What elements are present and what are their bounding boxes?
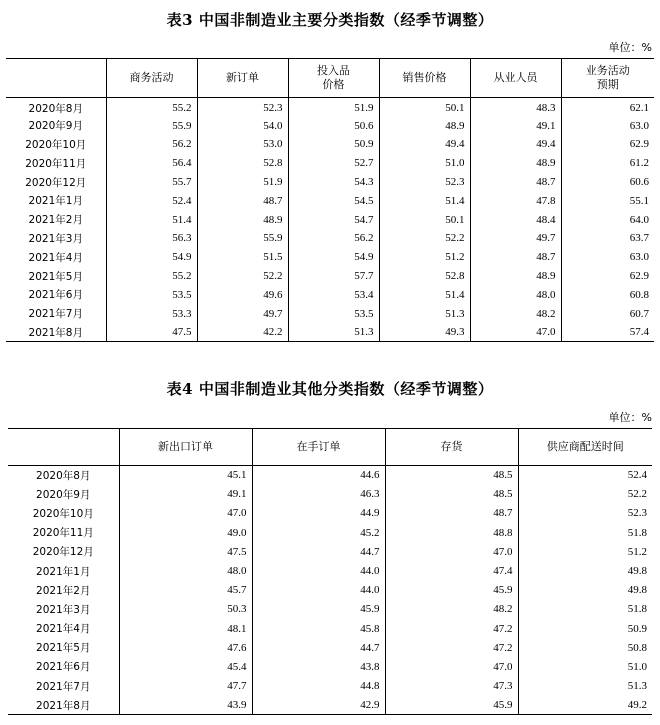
- table-cell: 49.0: [119, 523, 252, 542]
- table-cell: 51.3: [288, 323, 379, 342]
- table-cell: 44.0: [252, 561, 385, 580]
- table-cell: 44.7: [252, 542, 385, 561]
- table-cell: 51.3: [379, 304, 470, 323]
- row-label: 2021年5月: [28, 270, 83, 283]
- table-row: [6, 135, 654, 154]
- row-label: 2021年7月: [36, 680, 91, 693]
- table-cell: 44.6: [252, 466, 385, 485]
- table-cell: 52.7: [288, 154, 379, 173]
- table-row: [8, 581, 652, 600]
- table-row: [6, 285, 654, 304]
- table-cell: 45.7: [119, 581, 252, 600]
- table-row: [6, 323, 654, 342]
- table-cell: 44.9: [252, 504, 385, 523]
- table-cell: 48.0: [470, 285, 561, 304]
- table-cell: 51.4: [106, 210, 197, 229]
- table3-column-header: 新订单: [197, 59, 288, 98]
- table-cell: 45.4: [119, 657, 252, 676]
- table-cell: 49.6: [197, 285, 288, 304]
- table-cell: 54.9: [106, 248, 197, 267]
- table-cell: 48.7: [470, 173, 561, 192]
- row-label: 2021年5月: [36, 642, 91, 655]
- table-cell: 47.0: [385, 542, 518, 561]
- table-cell: 45.9: [252, 600, 385, 619]
- table-cell: 50.1: [379, 98, 470, 117]
- table-cell: 50.9: [288, 135, 379, 154]
- table-row: [8, 677, 652, 696]
- row-label: 2020年12月: [32, 546, 94, 559]
- table-cell: 51.5: [197, 248, 288, 267]
- table-cell: 43.8: [252, 657, 385, 676]
- table-cell: 56.4: [106, 154, 197, 173]
- table-cell: 47.5: [106, 323, 197, 342]
- table-cell: 52.2: [379, 229, 470, 248]
- table3-body: [6, 98, 654, 342]
- row-label: 2020年10月: [32, 507, 94, 520]
- table-cell: 50.8: [518, 638, 652, 657]
- table-cell: 47.5: [119, 542, 252, 561]
- table-cell: 45.9: [385, 696, 518, 715]
- table-cell: 56.2: [288, 229, 379, 248]
- table-cell: 51.0: [379, 154, 470, 173]
- table-cell: 47.7: [119, 677, 252, 696]
- table-cell: 53.5: [288, 304, 379, 323]
- table-row: [6, 267, 654, 286]
- table-cell: 49.2: [518, 696, 652, 715]
- table-cell: 51.9: [288, 98, 379, 117]
- table-cell: 48.2: [470, 304, 561, 323]
- table-row: [8, 466, 652, 485]
- table3-column-header: 业务活动 预期: [561, 59, 654, 98]
- table-cell: 44.7: [252, 638, 385, 657]
- table-row: [6, 116, 654, 135]
- row-label: 2020年11月: [25, 157, 87, 170]
- table-cell: 49.1: [119, 485, 252, 504]
- table-cell: 49.8: [518, 561, 652, 580]
- table-row: [6, 98, 654, 117]
- table-cell: 62.1: [561, 98, 654, 117]
- table-row: [8, 696, 652, 715]
- table-cell: 53.3: [106, 304, 197, 323]
- table-cell: 62.9: [561, 267, 654, 286]
- table-cell: 48.3: [470, 98, 561, 117]
- table-cell: 50.1: [379, 210, 470, 229]
- table-cell: 48.7: [470, 248, 561, 267]
- table-cell: 53.4: [288, 285, 379, 304]
- table-cell: 43.9: [119, 696, 252, 715]
- table4: [8, 428, 652, 715]
- row-label: 2021年1月: [36, 565, 91, 578]
- table3-column-header: 销售价格: [379, 59, 470, 98]
- table-cell: 60.8: [561, 285, 654, 304]
- table-cell: 63.0: [561, 248, 654, 267]
- table-cell: 47.2: [385, 619, 518, 638]
- row-label: 2021年1月: [28, 195, 83, 208]
- table-cell: 52.8: [379, 267, 470, 286]
- table-cell: 47.0: [385, 657, 518, 676]
- table-cell: 45.1: [119, 466, 252, 485]
- table-cell: 48.8: [385, 523, 518, 542]
- row-label: 2020年12月: [25, 176, 87, 189]
- table3-column-header: 投入品 价格: [288, 59, 379, 98]
- row-label: 2021年6月: [36, 661, 91, 674]
- table-cell: 47.2: [385, 638, 518, 657]
- table-cell: 45.8: [252, 619, 385, 638]
- table-cell: 57.7: [288, 267, 379, 286]
- table-cell: 48.9: [470, 267, 561, 286]
- table-cell: 63.7: [561, 229, 654, 248]
- table4-column-header: 存货: [385, 429, 518, 466]
- table-cell: 54.3: [288, 173, 379, 192]
- row-label: 2021年4月: [36, 623, 91, 636]
- table-cell: 56.3: [106, 229, 197, 248]
- table-row: [6, 191, 654, 210]
- table-row: [8, 485, 652, 504]
- row-label: 2020年11月: [32, 527, 94, 540]
- table4-column-header: 在手订单: [252, 429, 385, 466]
- table-cell: 50.6: [288, 116, 379, 135]
- table4-title: 表4 中国非制造业其他分类指数（经季节调整）: [166, 380, 494, 398]
- table-cell: 47.0: [119, 504, 252, 523]
- table3-column-header: 商务活动: [106, 59, 197, 98]
- row-label: 2021年8月: [28, 326, 83, 339]
- table3-title: 表3 中国非制造业主要分类指数（经季节调整）: [166, 11, 494, 29]
- table-cell: 53.5: [106, 285, 197, 304]
- table-cell: 60.6: [561, 173, 654, 192]
- table-row: [8, 619, 652, 638]
- table-cell: 55.1: [561, 191, 654, 210]
- row-label: 2021年2月: [36, 584, 91, 597]
- table-cell: 47.3: [385, 677, 518, 696]
- table-cell: 53.0: [197, 135, 288, 154]
- table-cell: 49.7: [197, 304, 288, 323]
- table-cell: 51.2: [518, 542, 652, 561]
- table-cell: 54.7: [288, 210, 379, 229]
- table-cell: 62.9: [561, 135, 654, 154]
- table-cell: 48.4: [470, 210, 561, 229]
- table-row: [8, 523, 652, 542]
- table-cell: 48.0: [119, 561, 252, 580]
- table-cell: 49.7: [470, 229, 561, 248]
- table-cell: 54.0: [197, 116, 288, 135]
- table3-corner-cell: [6, 59, 106, 98]
- table-cell: 64.0: [561, 210, 654, 229]
- table-cell: 50.9: [518, 619, 652, 638]
- table-cell: 44.8: [252, 677, 385, 696]
- table-cell: 48.5: [385, 485, 518, 504]
- table-cell: 51.3: [518, 677, 652, 696]
- table-cell: 52.2: [197, 267, 288, 286]
- row-label: 2020年8月: [36, 469, 91, 482]
- table-cell: 49.8: [518, 581, 652, 600]
- table-cell: 44.0: [252, 581, 385, 600]
- table-cell: 55.7: [106, 173, 197, 192]
- table-row: [8, 504, 652, 523]
- table-cell: 48.9: [197, 210, 288, 229]
- table-cell: 55.2: [106, 267, 197, 286]
- table-cell: 42.2: [197, 323, 288, 342]
- row-label: 2020年8月: [28, 102, 83, 115]
- table-cell: 48.7: [385, 504, 518, 523]
- table-cell: 52.4: [106, 191, 197, 210]
- table-cell: 48.2: [385, 600, 518, 619]
- table4-column-header: 新出口订单: [119, 429, 252, 466]
- table4-body: [8, 466, 652, 715]
- table-cell: 52.2: [518, 485, 652, 504]
- table-cell: 45.9: [385, 581, 518, 600]
- table-cell: 47.6: [119, 638, 252, 657]
- table-row: [8, 542, 652, 561]
- row-label: 2021年2月: [28, 214, 83, 227]
- table3: [6, 58, 654, 342]
- table-cell: 48.5: [385, 466, 518, 485]
- table-cell: 51.4: [379, 191, 470, 210]
- table3-column-header: 从业人员: [470, 59, 561, 98]
- table-cell: 51.9: [197, 173, 288, 192]
- table-row: [6, 248, 654, 267]
- table-cell: 48.9: [379, 116, 470, 135]
- row-label: 2021年3月: [28, 232, 83, 245]
- table-cell: 57.4: [561, 323, 654, 342]
- table4-header-row: [8, 429, 652, 466]
- table-row: [8, 657, 652, 676]
- table-cell: 50.3: [119, 600, 252, 619]
- table-cell: 49.1: [470, 116, 561, 135]
- table-cell: 63.0: [561, 116, 654, 135]
- table3-header-row: [6, 59, 654, 98]
- table-cell: 60.7: [561, 304, 654, 323]
- table-cell: 47.4: [385, 561, 518, 580]
- table-row: [8, 600, 652, 619]
- table-cell: 52.3: [518, 504, 652, 523]
- table-cell: 55.2: [106, 98, 197, 117]
- table4-corner-cell: [8, 429, 119, 466]
- table-row: [6, 229, 654, 248]
- table-cell: 52.8: [197, 154, 288, 173]
- row-label: 2020年9月: [28, 120, 83, 133]
- table-cell: 48.1: [119, 619, 252, 638]
- table-cell: 52.4: [518, 466, 652, 485]
- row-label: 2021年6月: [28, 289, 83, 302]
- table-cell: 47.0: [470, 323, 561, 342]
- table-row: [8, 561, 652, 580]
- table-cell: 54.5: [288, 191, 379, 210]
- table-cell: 49.4: [379, 135, 470, 154]
- row-label: 2021年8月: [36, 699, 91, 712]
- table-cell: 51.4: [379, 285, 470, 304]
- row-label: 2021年4月: [28, 251, 83, 264]
- table-cell: 51.2: [379, 248, 470, 267]
- row-label: 2021年7月: [28, 308, 83, 321]
- table-cell: 49.4: [470, 135, 561, 154]
- row-label: 2021年3月: [36, 603, 91, 616]
- row-label: 2020年9月: [36, 488, 91, 501]
- table3-unit: 单位：%: [608, 41, 652, 54]
- table-cell: 49.3: [379, 323, 470, 342]
- table-cell: 47.8: [470, 191, 561, 210]
- table-cell: 51.8: [518, 600, 652, 619]
- table4-unit: 单位：%: [608, 411, 652, 424]
- table-cell: 55.9: [197, 229, 288, 248]
- table-cell: 55.9: [106, 116, 197, 135]
- table-cell: 52.3: [197, 98, 288, 117]
- table-row: [6, 210, 654, 229]
- table-cell: 48.7: [197, 191, 288, 210]
- table-cell: 61.2: [561, 154, 654, 173]
- table-cell: 42.9: [252, 696, 385, 715]
- table-cell: 54.9: [288, 248, 379, 267]
- table-row: [8, 638, 652, 657]
- table-cell: 56.2: [106, 135, 197, 154]
- row-label: 2020年10月: [25, 138, 87, 151]
- table-cell: 51.8: [518, 523, 652, 542]
- table-cell: 46.3: [252, 485, 385, 504]
- table-cell: 45.2: [252, 523, 385, 542]
- table-row: [6, 304, 654, 323]
- table-cell: 51.0: [518, 657, 652, 676]
- table-cell: 52.3: [379, 173, 470, 192]
- table4-column-header: 供应商配送时间: [518, 429, 652, 466]
- table-row: [6, 173, 654, 192]
- table-row: [6, 154, 654, 173]
- table-cell: 48.9: [470, 154, 561, 173]
